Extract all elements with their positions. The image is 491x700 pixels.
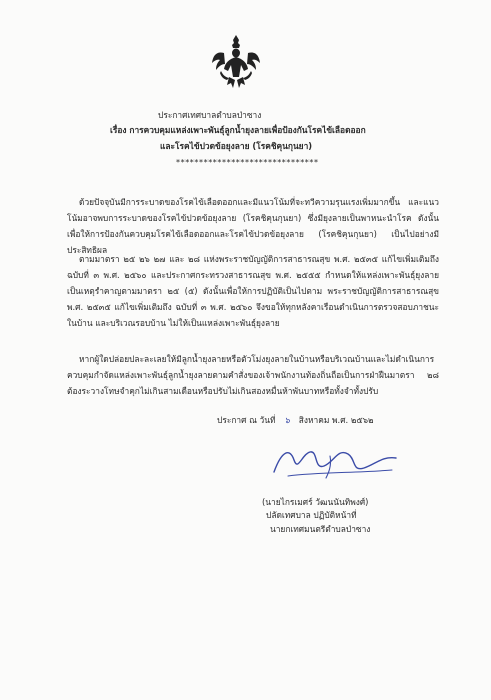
body-paragraph-2: ตามมาตรา ๒๕ ๒๖ ๒๗ และ ๒๘ แห่งพระราชบัญญัติการสาธารณสุข พ.ศ. ๒๕๓๕ แก้ไขเพิ่มเติมถึง ฉบับที่ ๓ พ.ศ. ๒๕๖๐ และประกาศกระทรวงสาธารณสุข พ.ศ. ๒๕๕๕ กำหนดให้แหล่งเพาะพันธุ์ยุงลายเป็นเหตุรำคาญตามมาตรา ๒๕ (๕) ดังนั้นเพื่อให้การปฏิบัติเป็นไปตาม พระราชบัญญัติการสาธารณสุข พ.ศ. ๒๕๓๕ แก้ไขเพิ่มเติมถึง ฉบับที่ ๓ พ.ศ. ๒๕๖๐ จึงขอให้ทุกหลังคาเรือนดำเนินการตรวจสอบภาชนะในบ้าน และบริเวณรอบบ้าน ไม่ให้เป็นแหล่งเพาะพันธุ์ยุงลาย <box>67 254 439 328</box>
announcement-title: ประกาศเทศบาลตำบลป่าซาง <box>158 110 262 120</box>
signatory-position-2: นายกเทศมนตรีตำบลป่าซาง <box>270 524 371 534</box>
handwritten-signature <box>268 442 408 482</box>
date-day-handwritten: ๖ <box>284 415 290 425</box>
signatory-position-1: ปลัดเทศบาล ปฏิบัติหน้าที่ <box>266 510 357 520</box>
date-prefix: ประกาศ ณ วันที่ <box>217 415 276 425</box>
garuda-emblem-icon <box>211 33 261 91</box>
signatory-name: (นายไกรเมศร์ วัฒนนันทิพงศ์) <box>262 497 369 507</box>
announcement-date <box>217 413 374 427</box>
body-paragraph-3: หากผู้ใดปล่อยปละละเลยให้มีลูกน้ำยุงลายหรือตัวโม่งยุงลายในบ้านหรือบริเวณบ้านและไม่ดำเนินการควบคุมกำจัดแหล่งเพาะพันธุ์ลูกน้ำยุงลายตามคำสั่งของเจ้าพนักงานท้องถิ่นถือเป็นการฝ่าฝืนมาตรา ๒๘ ต้องระวางโทษจำคุกไม่เกินสามเดือนหรือปรับไม่เกินสองหมื่นห้าพันบาทหรือทั้งจำทั้งปรับ <box>67 354 439 396</box>
subject-line-2: และโรคไข้ปวดข้อยุงลาย (โรคชิคุนกุนยา) <box>160 141 313 151</box>
date-month-year: สิงหาคม พ.ศ. ๒๕๖๒ <box>298 415 374 425</box>
body-paragraph-1: ด้วยปัจจุบันมีการระบาดของโรคไข้เลือดออกและมีแนวโน้มที่จะทวีความรุนแรงเพิ่มมากขึ้น และแนวโน้มอาจพบการระบาดของโรคไข้ปวดข้อยุงลาย (โรคชิคุนกุนยา) ซึ่งมียุงลายเป็นพาหนะนำโรค ดังนั้นเพื่อให้การป้องกันควบคุมโรคไข้เลือดออกและโรคไข้ปวดข้อยุงลาย (โรคชิคุนกุนยา) เป็นไปอย่างมีประสิทธิผล <box>67 197 439 255</box>
subject-line-1: เรื่อง การควบคุมแหล่งเพาะพันธุ์ลูกน้ำยุงลายเพื่อป้องกันโรคไข้เลือดออก <box>110 125 366 135</box>
separator-stars: ******************************* <box>176 158 319 167</box>
